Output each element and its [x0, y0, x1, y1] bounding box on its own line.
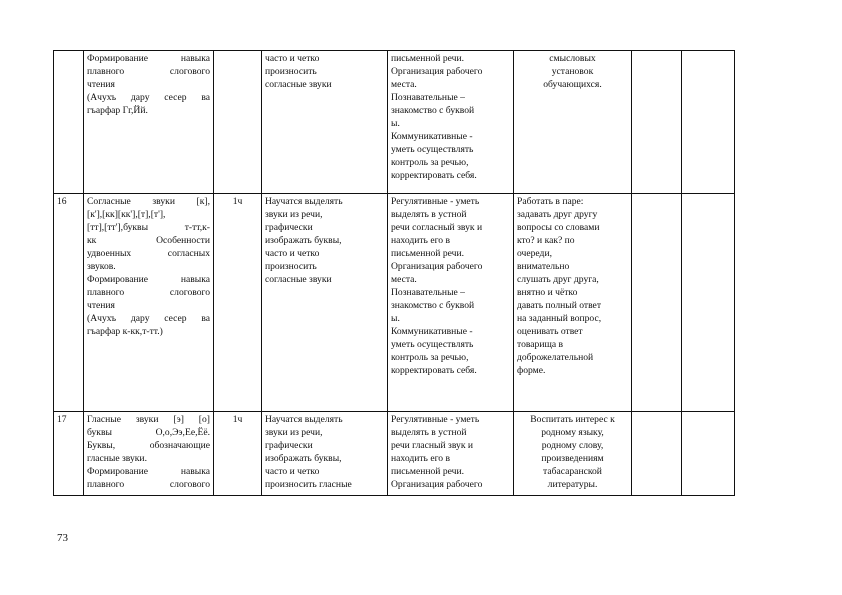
- hours-cell: [214, 51, 262, 194]
- lesson-topic-cell: Гласные звуки [э] [о] буквы О,о,Ээ,Ее,Ёё. Буквы, обозначающие гласные звуки. Формирование навыка плавного слогового: [84, 412, 214, 496]
- lesson-plan-table: [53, 50, 735, 496]
- extra-cell-2: [682, 51, 735, 194]
- lesson-number-cell: 16: [54, 194, 84, 412]
- meta-results-cell: письменной речи. Организация рабочего места. Познавательные – знакомство с буквой ы. Коммуникативные - уметь осуществлять контроль за речью, корректировать себя.: [388, 51, 514, 194]
- extra-cell-2: [682, 194, 735, 412]
- personal-results-cell: Работать в паре: задавать друг другу вопросы со словами кто? и как? по очереди, внимательно слушать друг друга, внятно и чётко давать полный ответ на заданный вопрос, оценивать ответ товарища в доброжелательной форме.: [514, 194, 632, 412]
- extra-cell-1: [632, 51, 682, 194]
- lesson-number-cell: [54, 51, 84, 194]
- extra-cell-1: [632, 194, 682, 412]
- lesson-topic-cell: Формирование навыка плавного слогового чтения (Ачухъ дару сесер ва гъарфар Гг,Йй.: [84, 51, 214, 194]
- meta-results-cell: Регулятивные - уметь выделять в устной речи согласный звук и находить его в письменной речи. Организация рабочего места. Познавательные – знакомство с буквой ы. Коммуникативные - уметь осуществлять контроль за речью, корректировать себя.: [388, 194, 514, 412]
- lesson-topic-cell: Согласные звуки [к], [к'],[кк][кк'],[т],[т'], [тт],[тт'],буквы т-тт,к- кк Особенности удвоенных согласных звуков. Формирование навыка плавного слогового чтения (Ачухъ дару сесер ва гъарфар к-кк,т-тт.): [84, 194, 214, 412]
- extra-cell-2: [682, 412, 735, 496]
- subject-results-cell: часто и четко произносить согласные звуки: [262, 51, 388, 194]
- subject-results-cell: Научатся выделять звуки из речи, графически изображать буквы, часто и четко произносить согласные звуки: [262, 194, 388, 412]
- page-number: 73: [57, 532, 68, 544]
- hours-cell: 1ч: [214, 194, 262, 412]
- meta-results-cell: Регулятивные - уметь выделять в устной речи гласный звук и находить его в письменной речи. Организация рабочего: [388, 412, 514, 496]
- table-row: [54, 412, 735, 496]
- subject-results-cell: Научатся выделять звуки из речи, графически изображать буквы, часто и четко произносить гласные: [262, 412, 388, 496]
- personal-results-cell: смысловых установок обучающихся.: [514, 51, 632, 194]
- table-row: [54, 51, 735, 194]
- extra-cell-1: [632, 412, 682, 496]
- table-row: [54, 194, 735, 412]
- lesson-number-cell: 17: [54, 412, 84, 496]
- personal-results-cell: Воспитать интерес к родному языку, родному слову, произведениям табасаранской литературы.: [514, 412, 632, 496]
- hours-cell: 1ч: [214, 412, 262, 496]
